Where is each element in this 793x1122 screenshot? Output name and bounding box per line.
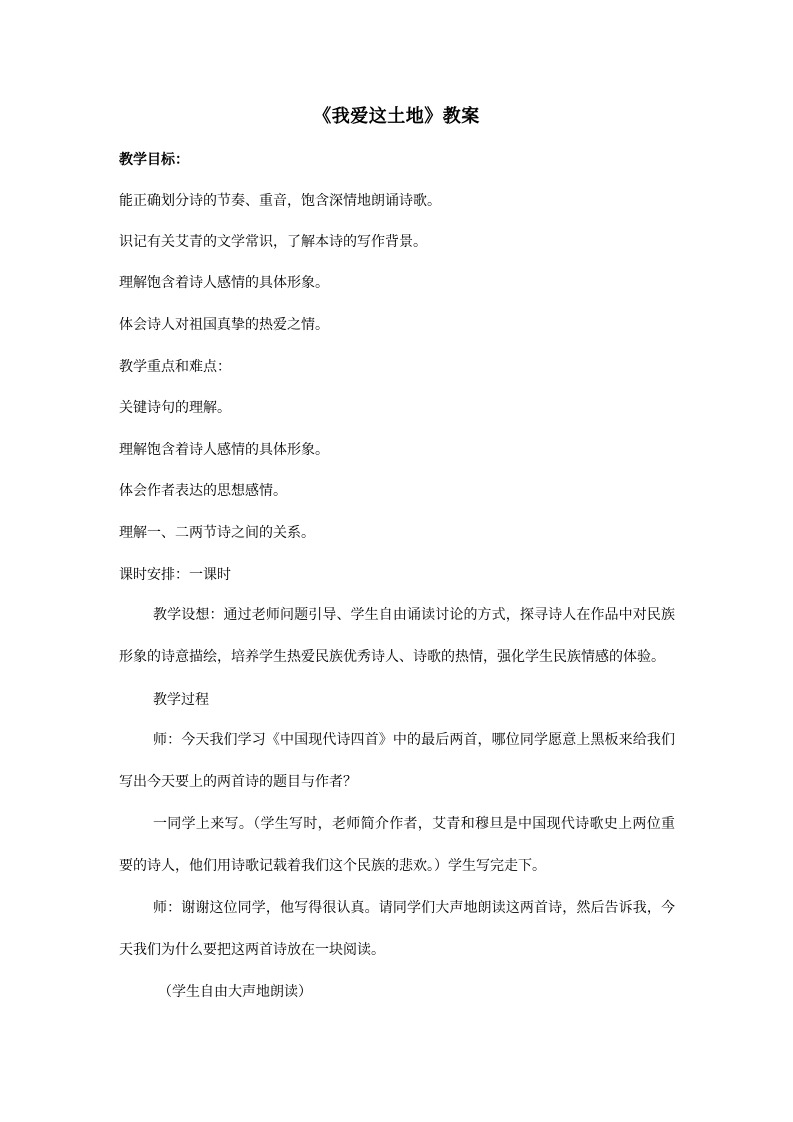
- objective-item: 体会诗人对祖国真挚的热爱之情。: [119, 317, 329, 333]
- process-paragraph: 师：谢谢这位同学，他写得很认真。请同学们大声地朗读这两首诗，然后告诉我，今天我们为什么要把这两首诗放在一块阅读。: [119, 900, 675, 958]
- design-paragraph: 教学设想：通过老师问题引导、学生自由诵读讨论的方式，探寻诗人在作品中对民族形象的诗意描绘，培养学生热爱民族优秀诗人、诗歌的热情，强化学生民族情感的体验。: [119, 607, 675, 665]
- objective-item: 能正确划分诗的节奏、重音，饱含深情地朗诵诗歌。: [119, 193, 441, 209]
- process-heading: 教学过程: [153, 692, 209, 708]
- process-paragraph: 一同学上来写。（学生写时，老师简介作者，艾青和穆旦是中国现代诗歌史上两位重要的诗人，他们用诗歌记载着我们这个民族的悲欢。）学生写完走下。: [119, 816, 675, 874]
- key-point-item: 体会作者表达的思想感情。: [119, 483, 287, 499]
- key-point-item: 理解一、二两节诗之间的关系。: [119, 525, 315, 541]
- objectives-heading: 教学目标：: [119, 152, 189, 168]
- key-point-item: 关键诗句的理解。: [119, 400, 231, 416]
- objective-item: 识记有关艾青的文学常识，了解本诗的写作背景。: [119, 234, 427, 250]
- key-point-item: 理解饱含着诗人感情的具体形象。: [119, 442, 329, 458]
- document-title: 《我爱这土地》教案: [313, 106, 480, 127]
- objective-item: 理解饱含着诗人感情的具体形象。: [119, 275, 329, 291]
- process-paragraph: 师：今天我们学习《中国现代诗四首》中的最后两首，哪位同学愿意上黑板来给我们写出今天要上的两首诗的题目与作者？: [119, 732, 675, 790]
- key-points-heading: 教学重点和难点：: [119, 359, 231, 375]
- schedule-text: 课时安排：一课时: [119, 567, 231, 583]
- reading-note: （学生自由大声地朗读）: [158, 984, 312, 1000]
